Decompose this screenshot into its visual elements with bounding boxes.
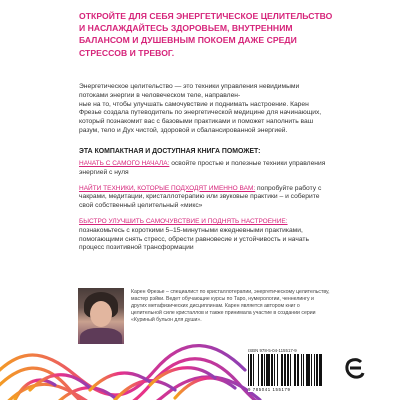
list-item xyxy=(79,218,327,253)
list-item xyxy=(79,160,327,178)
list-item-text: освойте простые и полезные техники управления энергией с нуля xyxy=(79,160,326,176)
list-item xyxy=(79,185,327,211)
intro-line-1: Энергетическое целительство — это техники управления невидимыми потоками энергии в человеческом теле, направлен- xyxy=(79,83,300,99)
isbn-barcode xyxy=(248,348,326,392)
headline: ОТКРОЙТЕ ДЛЯ СЕБЯ ЭНЕРГЕТИЧЕСКОЕ ЦЕЛИТЕЛЬСТВО И НАСЛАЖДАЙТЕСЬ ЗДОРОВЬЕМ, ВНУТРЕННИМ БАЛАНСОМ И ДУШЕВНЫМ ПОКОЕМ ДАЖЕ СРЕДИ СТРЕССОВ И ТРЕВОГ. xyxy=(79,11,333,58)
author-bio: Карен Фрезье – специалист по кристаллотерапии, энергетическому целительству, мастер рэйки. Ведет обучающие курсы по Таро, нумерологии, ченнелингу и других метафизических дисциплинам. Карен является автором книг о целительной силе кристаллов и также принимала участие в создании серии «Куриный бульон для души». xyxy=(131,289,330,323)
intro-text xyxy=(79,83,327,136)
intro-line-2: ные на то, чтобы улучшать самочувствие и поднимать настроение. Карен Фрезье создала путеводитель по энергетической медицине для начинающих, который познакомит вас с базовыми практиками и поможет наполнить ваш разум, тело и Дух чистой, здоровой и сбалансированной энергией. xyxy=(79,100,322,134)
author-photo xyxy=(78,288,124,344)
barcode-number: 9 785041 155179 xyxy=(248,387,291,392)
list-item-lead: НАЙТИ ТЕХНИКИ, КОТОРЫЕ ПОДХОДЯТ ИМЕННО ВАМ: xyxy=(79,184,256,192)
list-item-text: познакомьтесь с короткими 5–15-минутными ежедневными практиками, помогающими снять стресс, обрести равновесие и устойчивость и начать процесс позитивной трансформации xyxy=(79,226,309,252)
list-item-lead: БЫСТРО УЛУЧШИТЬ САМОЧУВСТВИЕ И ПОДНЯТЬ НАСТРОЕНИЕ: xyxy=(79,217,288,225)
barcode-icon xyxy=(248,354,326,386)
list-item-lead: НАЧАТЬ С САМОГО НАЧАЛА: xyxy=(79,160,170,167)
benefits-list xyxy=(79,160,327,260)
eksmo-logo-icon xyxy=(345,358,365,380)
isbn-text: ISBN 978-5-04-115517-9 xyxy=(248,348,297,353)
list-title: ЭТА КОМПАКТНАЯ И ДОСТУПНАЯ КНИГА ПОМОЖЕТ: xyxy=(79,148,261,155)
list-item-text: попробуйте работу с чакрами, медитации, кристаллотерапию или звуковые практики – и соберите свой собственный целительный «микс» xyxy=(79,184,322,210)
